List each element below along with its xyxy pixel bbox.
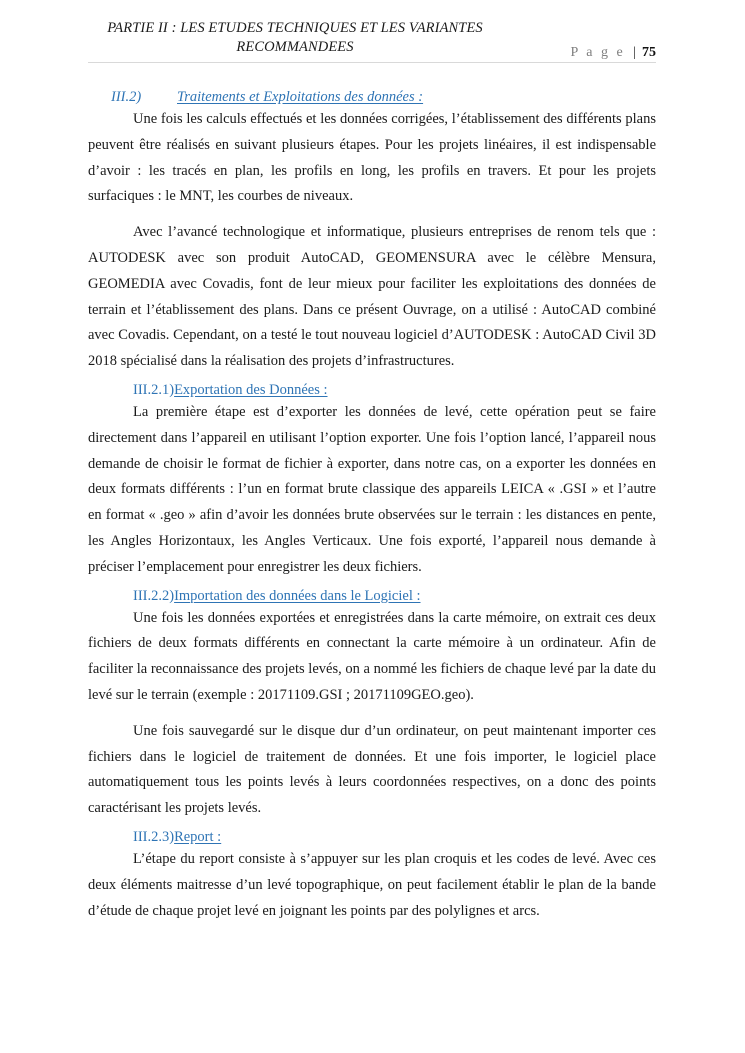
paragraph: Une fois les calculs effectués et les données corrigées, l’établissement des différents plans peuvent être réalisés en suivant plusieurs étapes. Pour les projets linéaires, il est indispensable d’avoir : les tracés en plan, les profils en long, les profils en travers. Et pour les projets surfaciques : le MNT, les courbes de niveaux. [88, 111, 656, 205]
paragraph: Une fois sauvegardé sur le disque dur d’un ordinateur, on peut maintenant importer ces fichiers dans le logiciel de traitement de données. Et une fois importer, le logiciel place automatiquement tous les points levés à leurs coordonnées respectives, on a donc des points caractérisant les projets levés. [88, 722, 656, 817]
section-heading-traitements [88, 87, 656, 107]
page-number: 75 [642, 45, 656, 60]
header-title [60, 19, 530, 57]
section-heading-exportation [88, 380, 656, 400]
page-number-block [570, 45, 656, 61]
page-label: P a g e [570, 45, 626, 60]
section-title: Exportation des Données : [174, 381, 328, 398]
header-divider [88, 62, 656, 63]
section-title: Report : [174, 828, 222, 845]
header-title-line2: RECOMMANDEES [236, 39, 354, 55]
section-title: Importation des données dans le Logiciel : [174, 587, 421, 604]
section-number: III.2.2) [133, 587, 175, 604]
paragraph: Avec l’avancé technologique et informatique, plusieurs entreprises de renom tels que : AUTODESK avec son produit AutoCAD, GEOMENSURA avec le célèbre Mensura, GEOMEDIA avec Covadis, font de leur mieux pour faciliter les exploitations des données de terrain et l’établissement des plans. Dans ce présent Ouvrage, on a utilisé : AutoCAD combiné avec Covadis. Cependant, on a testé le tout nouveau logiciel d’AUTODESK : AutoCAD Civil 3D 2018 spécialisé dans la réalisation des projets d’infrastructures. [88, 224, 656, 370]
document-body [88, 87, 656, 924]
page-separator: | [633, 45, 636, 60]
section-number: III.2) [111, 89, 142, 105]
section-heading-importation [88, 586, 656, 606]
paragraph: Une fois les données exportées et enregistrées dans la carte mémoire, on extrait ces deux fichiers de deux formats différents en connectant la carte mémoire à un ordinateur. Afin de faciliter la reconnaissance des projets levés, on a nommé les fichiers de chaque levé par la date du levé sur le terrain (exemple : 20171109.GSI ; 20171109GEO.geo). [88, 609, 656, 703]
section-number: III.2.3) [133, 828, 175, 845]
section-title: Traitements et Exploitations des données : [177, 89, 424, 105]
paragraph: L’étape du report consiste à s’appuyer sur les plan croquis et les codes de levé. Avec ces deux éléments maitresse d’un levé topographique, on peut facilement établir le plan de la bande d’étude de chaque projet levé en joignant les points par des polylignes et arcs. [88, 850, 656, 919]
section-number: III.2.1) [133, 381, 175, 398]
paragraph: La première étape est d’exporter les données de levé, cette opération peut se faire directement dans l’appareil en utilisant l’option exporter. Une fois l’option lancé, l’appareil nous demande de choisir le format de fichier à exporter, dans notre cas, on a exporter les données en deux formats différents : l’un en format brute classique des appareils LEICA « .GSI » et l’autre en format « .geo » afin d’avoir les données brute observées sur le terrain : les distances en pente, les Angles Horizontaux, les Angles Verticaux. Une fois exporté, l’appareil nous demande à préciser l’emplacement pour enregistrer les deux fichiers. [88, 403, 656, 575]
header-title-line1: PARTIE II : LES ETUDES TECHNIQUES ET LES VARIANTES [107, 20, 483, 36]
section-heading-report [88, 827, 656, 847]
